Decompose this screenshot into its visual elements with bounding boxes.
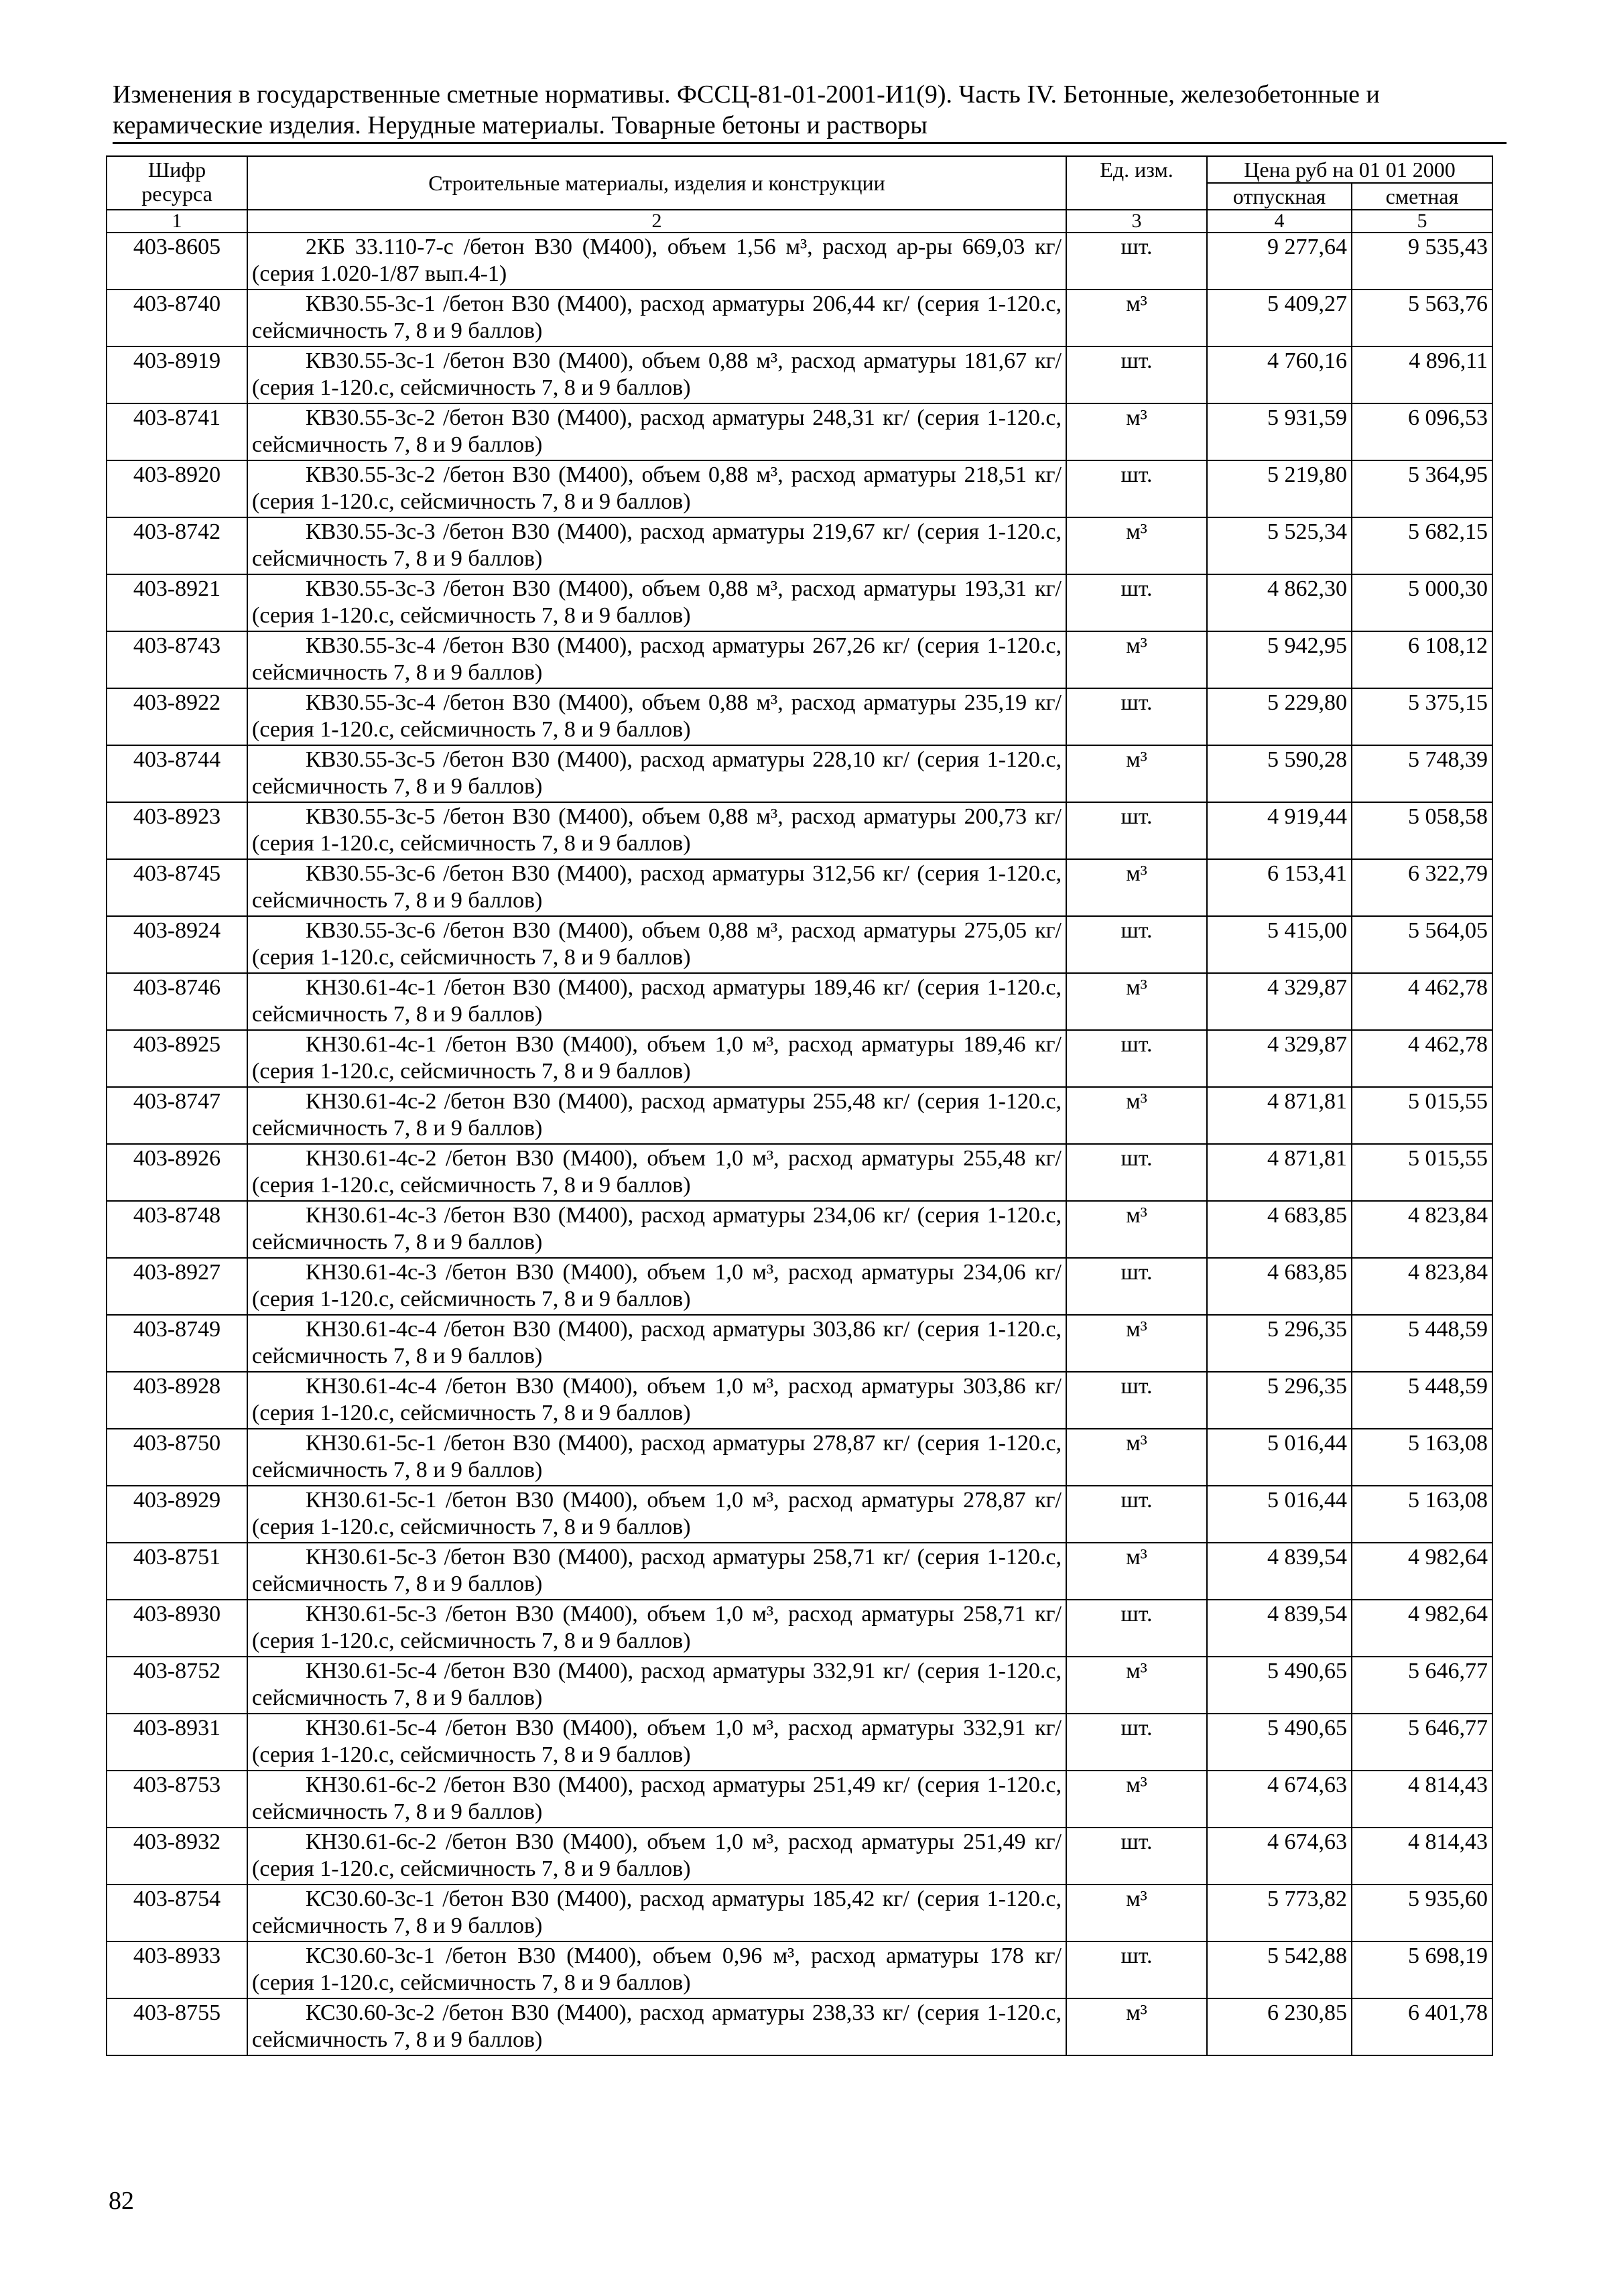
unit-of-measure: шт. [1066, 1486, 1207, 1543]
material-description: КН30.61-4с-1 /бетон В30 (М400), расход арматуры 189,46 кг/ (серия 1-120.с, сейсмичность 7, 8 и 9 баллов) [247, 973, 1066, 1030]
material-description: КН30.61-5с-3 /бетон В30 (М400), расход арматуры 258,71 кг/ (серия 1-120.с, сейсмичность 7, 8 и 9 баллов) [247, 1543, 1066, 1600]
release-price: 4 871,81 [1207, 1087, 1352, 1144]
resource-code: 403-8740 [107, 290, 247, 346]
table-row [107, 1087, 1492, 1144]
material-description: КС30.60-3с-1 /бетон В30 (М400), расход арматуры 185,42 кг/ (серия 1-120.с, сейсмичность 7, 8 и 9 баллов) [247, 1885, 1066, 1941]
header-line-2: керамические изделия. Нерудные материалы. Товарные бетоны и растворы [113, 111, 928, 139]
material-description: 2КБ 33.110-7-с /бетон В30 (М400), объем 1,56 м³, расход ар-ры 669,03 кг/ (серия 1.020-1/87 вып.4-1) [247, 233, 1066, 290]
material-description: КВ30.55-3с-4 /бетон В30 (М400), объем 0,88 м³, расход арматуры 235,19 кг/ (серия 1-120.с, сейсмичность 7, 8 и 9 баллов) [247, 688, 1066, 745]
release-price: 4 839,54 [1207, 1543, 1352, 1600]
table-row [107, 1828, 1492, 1885]
release-price: 4 760,16 [1207, 346, 1352, 403]
unit-of-measure: шт. [1066, 1258, 1207, 1315]
estimate-price: 4 814,43 [1352, 1828, 1492, 1885]
resource-code: 403-8749 [107, 1315, 247, 1372]
release-price: 5 542,88 [1207, 1941, 1352, 1998]
material-description: КВ30.55-3с-6 /бетон В30 (М400), расход арматуры 312,56 кг/ (серия 1-120.с, сейсмичность 7, 8 и 9 баллов) [247, 859, 1066, 916]
unit-of-measure: м³ [1066, 1543, 1207, 1600]
table-row [107, 745, 1492, 802]
estimate-price: 5 563,76 [1352, 290, 1492, 346]
material-description: КН30.61-4с-3 /бетон В30 (М400), объем 1,0 м³, расход арматуры 234,06 кг/ (серия 1-120.с, сейсмичность 7, 8 и 9 баллов) [247, 1258, 1066, 1315]
unit-of-measure: м³ [1066, 1315, 1207, 1372]
material-description: КН30.61-5с-3 /бетон В30 (М400), объем 1,0 м³, расход арматуры 258,71 кг/ (серия 1-120.с, сейсмичность 7, 8 и 9 баллов) [247, 1600, 1066, 1657]
estimate-price: 5 698,19 [1352, 1941, 1492, 1998]
material-description: КН30.61-5с-4 /бетон В30 (М400), объем 1,0 м³, расход арматуры 332,91 кг/ (серия 1-120.с, сейсмичность 7, 8 и 9 баллов) [247, 1714, 1066, 1771]
estimate-price: 6 322,79 [1352, 859, 1492, 916]
estimate-price: 4 982,64 [1352, 1543, 1492, 1600]
resource-price-table [106, 155, 1493, 2056]
release-price: 6 230,85 [1207, 1998, 1352, 2055]
header-unit: Ед. изм. [1066, 156, 1207, 210]
table-row [107, 403, 1492, 460]
estimate-price: 4 814,43 [1352, 1771, 1492, 1828]
release-price: 4 919,44 [1207, 802, 1352, 859]
table-row [107, 346, 1492, 403]
release-price: 9 277,64 [1207, 233, 1352, 290]
estimate-price: 5 000,30 [1352, 574, 1492, 631]
material-description: КН30.61-6с-2 /бетон В30 (М400), расход арматуры 251,49 кг/ (серия 1-120.с, сейсмичность 7, 8 и 9 баллов) [247, 1771, 1066, 1828]
estimate-price: 5 448,59 [1352, 1315, 1492, 1372]
release-price: 5 016,44 [1207, 1486, 1352, 1543]
unit-of-measure: шт. [1066, 1144, 1207, 1201]
resource-code: 403-8924 [107, 916, 247, 973]
table-row [107, 1771, 1492, 1828]
material-description: КВ30.55-3с-5 /бетон В30 (М400), расход арматуры 228,10 кг/ (серия 1-120.с, сейсмичность 7, 8 и 9 баллов) [247, 745, 1066, 802]
resource-code: 403-8933 [107, 1941, 247, 1998]
unit-of-measure: м³ [1066, 859, 1207, 916]
unit-of-measure: м³ [1066, 745, 1207, 802]
header-price-estimate: сметная [1352, 183, 1492, 210]
table-row [107, 517, 1492, 574]
resource-code: 403-8932 [107, 1828, 247, 1885]
table-row [107, 859, 1492, 916]
table-row [107, 1030, 1492, 1087]
material-description: КВ30.55-3с-3 /бетон В30 (М400), объем 0,88 м³, расход арматуры 193,31 кг/ (серия 1-120.с, сейсмичность 7, 8 и 9 баллов) [247, 574, 1066, 631]
resource-code: 403-8930 [107, 1600, 247, 1657]
unit-of-measure: шт. [1066, 1828, 1207, 1885]
estimate-price: 5 163,08 [1352, 1429, 1492, 1486]
column-number: 1 [107, 210, 247, 233]
material-description: КН30.61-4с-2 /бетон В30 (М400), объем 1,0 м³, расход арматуры 255,48 кг/ (серия 1-120.с, сейсмичность 7, 8 и 9 баллов) [247, 1144, 1066, 1201]
unit-of-measure: шт. [1066, 1372, 1207, 1429]
release-price: 5 590,28 [1207, 745, 1352, 802]
table-row [107, 1885, 1492, 1941]
estimate-price: 5 015,55 [1352, 1144, 1492, 1201]
unit-of-measure: шт. [1066, 1941, 1207, 1998]
release-price: 5 219,80 [1207, 460, 1352, 517]
release-price: 4 839,54 [1207, 1600, 1352, 1657]
estimate-price: 5 364,95 [1352, 460, 1492, 517]
unit-of-measure: шт. [1066, 460, 1207, 517]
estimate-price: 4 982,64 [1352, 1600, 1492, 1657]
table-row [107, 1600, 1492, 1657]
resource-code: 403-8931 [107, 1714, 247, 1771]
estimate-price: 5 682,15 [1352, 517, 1492, 574]
unit-of-measure: м³ [1066, 1201, 1207, 1258]
table-row [107, 1486, 1492, 1543]
table-row [107, 916, 1492, 973]
resource-code: 403-8753 [107, 1771, 247, 1828]
estimate-price: 6 401,78 [1352, 1998, 1492, 2055]
estimate-price: 5 448,59 [1352, 1372, 1492, 1429]
estimate-price: 5 058,58 [1352, 802, 1492, 859]
resource-code: 403-8746 [107, 973, 247, 1030]
column-number: 4 [1207, 210, 1352, 233]
column-number: 3 [1066, 210, 1207, 233]
estimate-price: 5 015,55 [1352, 1087, 1492, 1144]
resource-code: 403-8925 [107, 1030, 247, 1087]
estimate-price: 5 646,77 [1352, 1714, 1492, 1771]
estimate-price: 5 748,39 [1352, 745, 1492, 802]
release-price: 5 931,59 [1207, 403, 1352, 460]
unit-of-measure: шт. [1066, 1600, 1207, 1657]
table-body [107, 233, 1492, 2055]
material-description: КН30.61-4с-3 /бетон В30 (М400), расход арматуры 234,06 кг/ (серия 1-120.с, сейсмичность 7, 8 и 9 баллов) [247, 1201, 1066, 1258]
material-description: КН30.61-5с-1 /бетон В30 (М400), объем 1,0 м³, расход арматуры 278,87 кг/ (серия 1-120.с, сейсмичность 7, 8 и 9 баллов) [247, 1486, 1066, 1543]
release-price: 5 490,65 [1207, 1657, 1352, 1714]
unit-of-measure: м³ [1066, 1429, 1207, 1486]
release-price: 5 773,82 [1207, 1885, 1352, 1941]
release-price: 5 296,35 [1207, 1315, 1352, 1372]
unit-of-measure: м³ [1066, 1657, 1207, 1714]
unit-of-measure: м³ [1066, 403, 1207, 460]
table-row [107, 973, 1492, 1030]
table-row [107, 1543, 1492, 1600]
estimate-price: 9 535,43 [1352, 233, 1492, 290]
material-description: КН30.61-4с-2 /бетон В30 (М400), расход арматуры 255,48 кг/ (серия 1-120.с, сейсмичность 7, 8 и 9 баллов) [247, 1087, 1066, 1144]
header-line-1: Изменения в государственные сметные нормативы. ФССЦ-81-01-2001-И1(9). Часть IV. Бетонные, железобетонные и [113, 80, 1380, 109]
estimate-price: 5 564,05 [1352, 916, 1492, 973]
release-price: 4 674,63 [1207, 1771, 1352, 1828]
release-price: 4 862,30 [1207, 574, 1352, 631]
material-description: КВ30.55-3с-5 /бетон В30 (М400), объем 0,88 м³, расход арматуры 200,73 кг/ (серия 1-120.с, сейсмичность 7, 8 и 9 баллов) [247, 802, 1066, 859]
table-row [107, 1201, 1492, 1258]
material-description: КС30.60-3с-2 /бетон В30 (М400), расход арматуры 238,33 кг/ (серия 1-120.с, сейсмичность 7, 8 и 9 баллов) [247, 1998, 1066, 2055]
resource-code: 403-8754 [107, 1885, 247, 1941]
material-description: КС30.60-3с-1 /бетон В30 (М400), объем 0,96 м³, расход арматуры 178 кг/ (серия 1-120.с, сейсмичность 7, 8 и 9 баллов) [247, 1941, 1066, 1998]
estimate-price: 4 896,11 [1352, 346, 1492, 403]
table-row [107, 1657, 1492, 1714]
resource-code: 403-8920 [107, 460, 247, 517]
header-description: Строительные материалы, изделия и конструкции [247, 156, 1066, 210]
header-price: Цена руб на 01 01 2000 [1207, 156, 1492, 183]
header-resource-code: Шифр ресурса [107, 156, 247, 210]
unit-of-measure: шт. [1066, 574, 1207, 631]
estimate-price: 5 163,08 [1352, 1486, 1492, 1543]
unit-of-measure: шт. [1066, 1030, 1207, 1087]
resource-code: 403-8747 [107, 1087, 247, 1144]
unit-of-measure: м³ [1066, 973, 1207, 1030]
material-description: КН30.61-5с-4 /бетон В30 (М400), расход арматуры 332,91 кг/ (серия 1-120.с, сейсмичность 7, 8 и 9 баллов) [247, 1657, 1066, 1714]
unit-of-measure: м³ [1066, 517, 1207, 574]
release-price: 5 490,65 [1207, 1714, 1352, 1771]
resource-code: 403-8742 [107, 517, 247, 574]
table-row [107, 688, 1492, 745]
material-description: КВ30.55-3с-1 /бетон В30 (М400), расход арматуры 206,44 кг/ (серия 1-120.с, сейсмичность 7, 8 и 9 баллов) [247, 290, 1066, 346]
table-row [107, 574, 1492, 631]
resource-code: 403-8929 [107, 1486, 247, 1543]
table-row [107, 1144, 1492, 1201]
table-row [107, 460, 1492, 517]
estimate-price: 4 823,84 [1352, 1258, 1492, 1315]
unit-of-measure: м³ [1066, 631, 1207, 688]
page-header [113, 79, 1507, 144]
material-description: КН30.61-4с-4 /бетон В30 (М400), объем 1,0 м³, расход арматуры 303,86 кг/ (серия 1-120.с, сейсмичность 7, 8 и 9 баллов) [247, 1372, 1066, 1429]
resource-code: 403-8921 [107, 574, 247, 631]
table-row [107, 1258, 1492, 1315]
unit-of-measure: м³ [1066, 290, 1207, 346]
resource-code: 403-8748 [107, 1201, 247, 1258]
table-row [107, 631, 1492, 688]
release-price: 5 409,27 [1207, 290, 1352, 346]
release-price: 4 683,85 [1207, 1201, 1352, 1258]
material-description: КВ30.55-3с-3 /бетон В30 (М400), расход арматуры 219,67 кг/ (серия 1-120.с, сейсмичность 7, 8 и 9 баллов) [247, 517, 1066, 574]
unit-of-measure: м³ [1066, 1771, 1207, 1828]
material-description: КВ30.55-3с-1 /бетон В30 (М400), объем 0,88 м³, расход арматуры 181,67 кг/ (серия 1-120.с, сейсмичность 7, 8 и 9 баллов) [247, 346, 1066, 403]
resource-code: 403-8928 [107, 1372, 247, 1429]
table-row [107, 1315, 1492, 1372]
estimate-price: 5 375,15 [1352, 688, 1492, 745]
material-description: КВ30.55-3с-6 /бетон В30 (М400), объем 0,88 м³, расход арматуры 275,05 кг/ (серия 1-120.с, сейсмичность 7, 8 и 9 баллов) [247, 916, 1066, 973]
table-row [107, 233, 1492, 290]
resource-code: 403-8744 [107, 745, 247, 802]
table-row [107, 1714, 1492, 1771]
material-description: КН30.61-5с-1 /бетон В30 (М400), расход арматуры 278,87 кг/ (серия 1-120.с, сейсмичность 7, 8 и 9 баллов) [247, 1429, 1066, 1486]
release-price: 5 942,95 [1207, 631, 1352, 688]
table-row [107, 1941, 1492, 1998]
resource-code: 403-8750 [107, 1429, 247, 1486]
unit-of-measure: шт. [1066, 916, 1207, 973]
release-price: 4 329,87 [1207, 1030, 1352, 1087]
resource-code: 403-8927 [107, 1258, 247, 1315]
material-description: КН30.61-6с-2 /бетон В30 (М400), объем 1,0 м³, расход арматуры 251,49 кг/ (серия 1-120.с, сейсмичность 7, 8 и 9 баллов) [247, 1828, 1066, 1885]
table-row [107, 1998, 1492, 2055]
material-description: КВ30.55-3с-2 /бетон В30 (М400), объем 0,88 м³, расход арматуры 218,51 кг/ (серия 1-120.с, сейсмичность 7, 8 и 9 баллов) [247, 460, 1066, 517]
estimate-price: 4 823,84 [1352, 1201, 1492, 1258]
material-description: КН30.61-4с-1 /бетон В30 (М400), объем 1,0 м³, расход арматуры 189,46 кг/ (серия 1-120.с, сейсмичность 7, 8 и 9 баллов) [247, 1030, 1066, 1087]
resource-code: 403-8919 [107, 346, 247, 403]
release-price: 5 229,80 [1207, 688, 1352, 745]
unit-of-measure: м³ [1066, 1885, 1207, 1941]
release-price: 5 415,00 [1207, 916, 1352, 973]
estimate-price: 6 108,12 [1352, 631, 1492, 688]
release-price: 5 296,35 [1207, 1372, 1352, 1429]
resource-code: 403-8922 [107, 688, 247, 745]
estimate-price: 5 935,60 [1352, 1885, 1492, 1941]
release-price: 5 016,44 [1207, 1429, 1352, 1486]
page-number: 82 [109, 2187, 134, 2215]
release-price: 4 871,81 [1207, 1144, 1352, 1201]
resource-code: 403-8605 [107, 233, 247, 290]
unit-of-measure: шт. [1066, 1714, 1207, 1771]
release-price: 4 674,63 [1207, 1828, 1352, 1885]
estimate-price: 4 462,78 [1352, 1030, 1492, 1087]
resource-code: 403-8923 [107, 802, 247, 859]
release-price: 6 153,41 [1207, 859, 1352, 916]
unit-of-measure: шт. [1066, 233, 1207, 290]
column-number: 2 [247, 210, 1066, 233]
unit-of-measure: шт. [1066, 688, 1207, 745]
resource-code: 403-8926 [107, 1144, 247, 1201]
column-number: 5 [1352, 210, 1492, 233]
release-price: 5 525,34 [1207, 517, 1352, 574]
table-row [107, 1429, 1492, 1486]
resource-code: 403-8751 [107, 1543, 247, 1600]
unit-of-measure: шт. [1066, 802, 1207, 859]
table-row [107, 1372, 1492, 1429]
resource-code: 403-8755 [107, 1998, 247, 2055]
unit-of-measure: м³ [1066, 1087, 1207, 1144]
resource-code: 403-8741 [107, 403, 247, 460]
material-description: КВ30.55-3с-2 /бетон В30 (М400), расход арматуры 248,31 кг/ (серия 1-120.с, сейсмичность 7, 8 и 9 баллов) [247, 403, 1066, 460]
estimate-price: 4 462,78 [1352, 973, 1492, 1030]
estimate-price: 6 096,53 [1352, 403, 1492, 460]
release-price: 4 329,87 [1207, 973, 1352, 1030]
release-price: 4 683,85 [1207, 1258, 1352, 1315]
table-row [107, 802, 1492, 859]
estimate-price: 5 646,77 [1352, 1657, 1492, 1714]
table-row [107, 290, 1492, 346]
material-description: КН30.61-4с-4 /бетон В30 (М400), расход арматуры 303,86 кг/ (серия 1-120.с, сейсмичность 7, 8 и 9 баллов) [247, 1315, 1066, 1372]
resource-code: 403-8752 [107, 1657, 247, 1714]
resource-code: 403-8743 [107, 631, 247, 688]
resource-code: 403-8745 [107, 859, 247, 916]
header-price-release: отпускная [1207, 183, 1352, 210]
material-description: КВ30.55-3с-4 /бетон В30 (М400), расход арматуры 267,26 кг/ (серия 1-120.с, сейсмичность 7, 8 и 9 баллов) [247, 631, 1066, 688]
unit-of-measure: м³ [1066, 1998, 1207, 2055]
unit-of-measure: шт. [1066, 346, 1207, 403]
